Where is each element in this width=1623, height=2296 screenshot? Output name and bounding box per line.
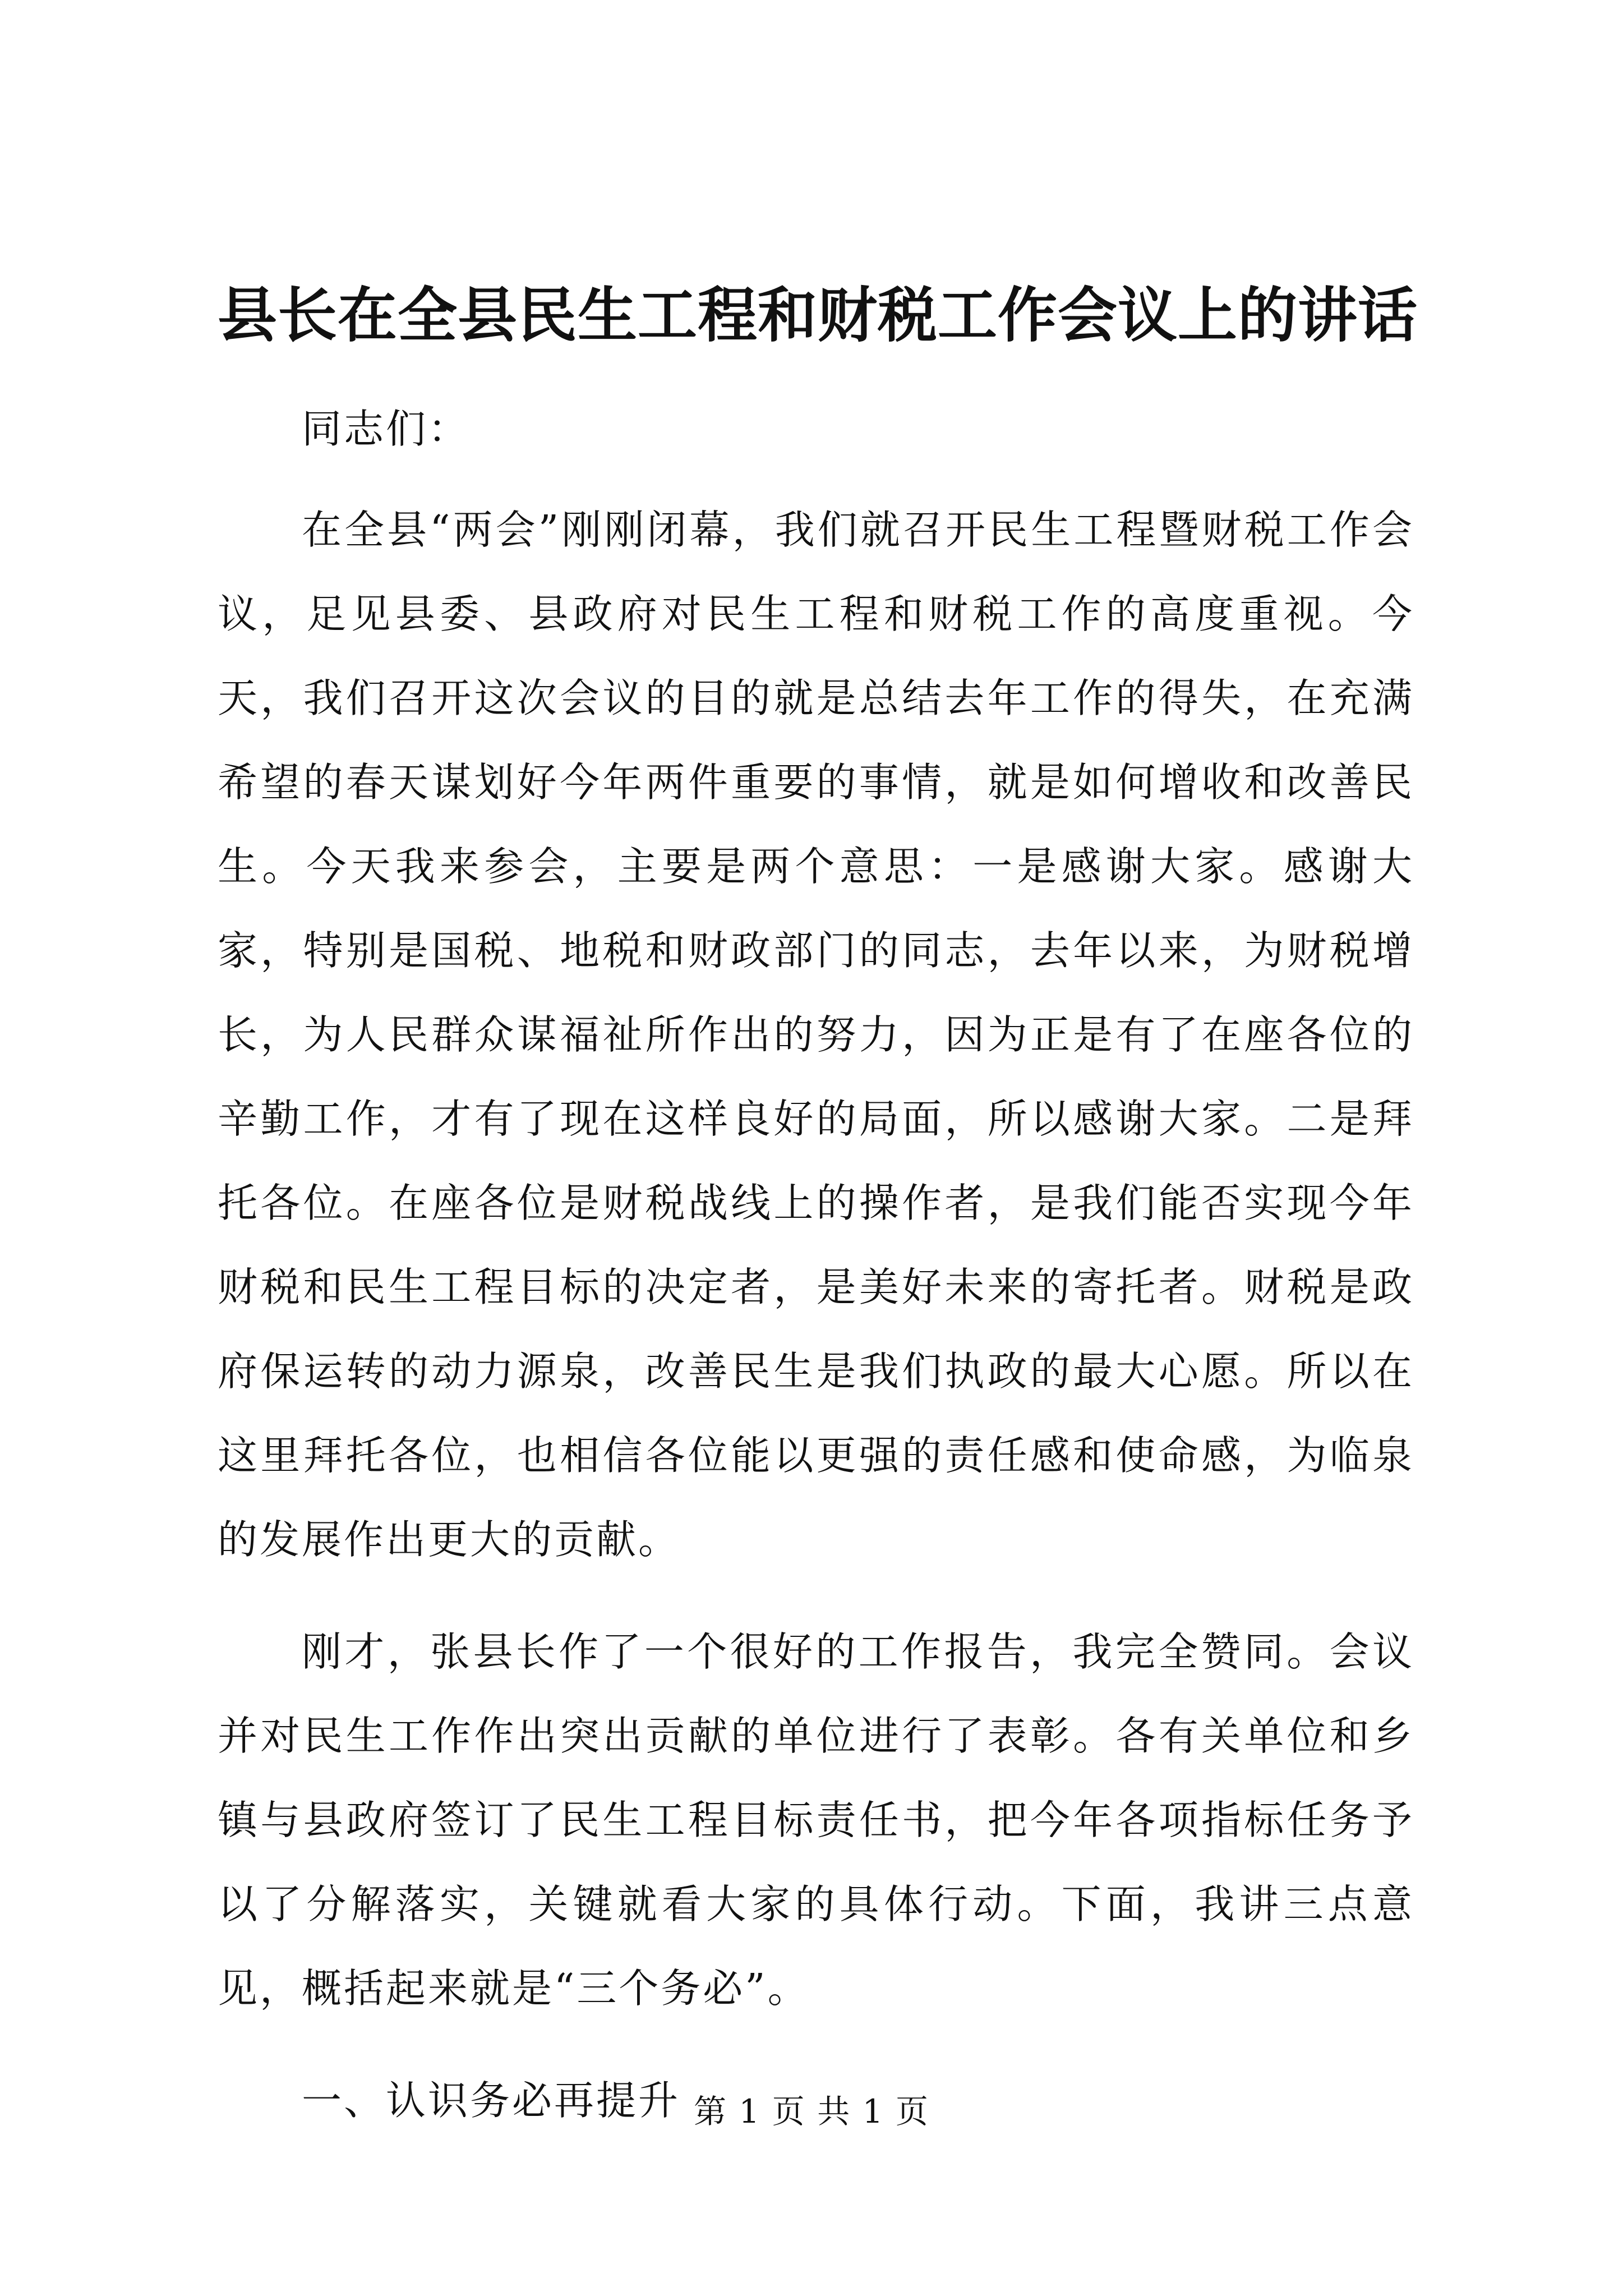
paragraph-report: 刚才，张县长作了一个很好的工作报告，我完全赞同。会议并对民生工作作出突出贡献的单位进行了表彰。各有关单位和乡镇与县政府签订了民生工程目标责任书，把今年各项指标任务予以了分解落实，关键就看大家的具体行动。下面，我讲三点意见，概括起来就是“三个务必”。 xyxy=(218,1628,1414,2012)
greeting-line: 同志们： xyxy=(302,406,471,452)
page-footer: 第 1 页 共 1 页 xyxy=(694,2092,929,2131)
document-title: 县长在全县民生工程和财税工作会议上的讲话 xyxy=(218,280,1418,350)
section-heading: 一、认识务必再提升 xyxy=(302,2077,681,2124)
paragraph-opening: 在全县“两会”刚刚闭幕，我们就召开民生工程暨财税工作会议，足见县委、县政府对民生工程和财税工作的高度重视。今天，我们召开这次会议的目的就是总结去年工作的得失，在充满希望的春天谋划好今年两件重要的事情，就是如何增收和改善民生。今天我来参会，主要是两个意思：一是感谢大家。感谢大家，特别是国税、地税和财政部门的同志，去年以来，为财税增长，为人民群众谋福祉所作出的努力，因为正是有了在座各位的辛勤工作，才有了现在这样良好的局面，所以感谢大家。二是拜托各位。在座各位是财税战线上的操作者，是我们能否实现今年财税和民生工程目标的决定者，是美好未来的寄托者。财税是政府保运转的动力源泉，改善民生是我们执政的最大心愿。所以在这里拜托各位，也相信各位能以更强的责任感和使命感，为临泉的发展作出更大的贡献。 xyxy=(218,507,1414,1563)
document-body xyxy=(218,387,1414,2160)
